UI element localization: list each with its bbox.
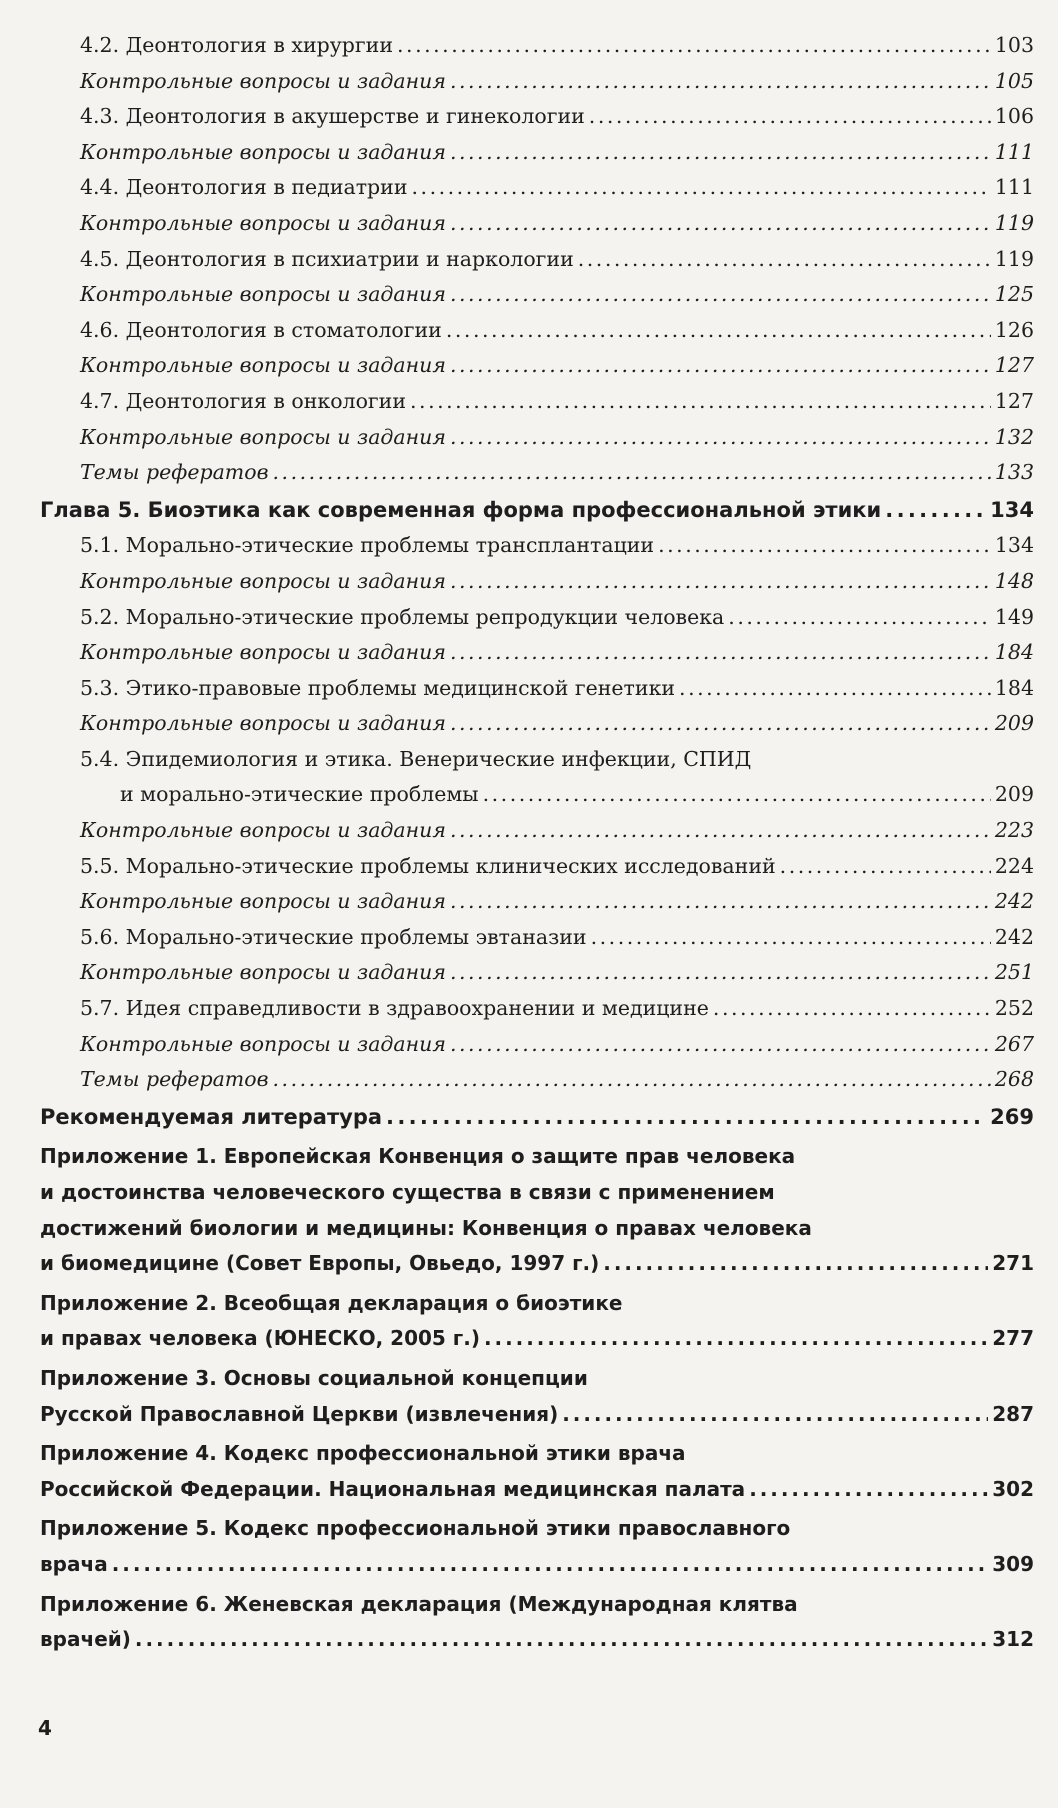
- dot-leader: [658, 528, 991, 564]
- toc-appendix-5[interactable]: [40, 1511, 1034, 1582]
- appendix-title-line: Приложение 5. Кодекс профессиональной этики православного: [40, 1516, 791, 1541]
- page-ref: 125: [994, 282, 1034, 307]
- dot-leader: [603, 1246, 988, 1282]
- dot-leader: [450, 206, 991, 242]
- appendix-title-line: и достоинства человеческого существа в связи с применением: [40, 1180, 775, 1204]
- toc-section[interactable]: [40, 242, 1034, 278]
- dot-leader: [410, 384, 991, 420]
- toc-chapter-5[interactable]: [40, 493, 1034, 529]
- page-ref: 302: [992, 1476, 1034, 1501]
- toc-questions[interactable]: [40, 564, 1034, 600]
- entry-title: 5.6. Морально-этические проблемы эвтаназии: [80, 924, 587, 949]
- entry-title: Контрольные вопросы и задания: [80, 282, 446, 307]
- dot-leader: [484, 1321, 988, 1357]
- entry-title: Контрольные вопросы и задания: [80, 818, 446, 843]
- toc-questions[interactable]: [40, 420, 1034, 456]
- page-ref: 134: [994, 533, 1034, 558]
- dot-leader: [450, 955, 991, 991]
- entry-title: 4.6. Деонтология в стоматологии: [80, 317, 442, 342]
- dot-leader: [273, 1062, 991, 1098]
- toc-section[interactable]: [40, 99, 1034, 135]
- entry-title: Контрольные вопросы и задания: [80, 139, 446, 164]
- dot-leader: [450, 277, 991, 313]
- toc-section[interactable]: [40, 528, 1034, 564]
- toc-section[interactable]: [40, 991, 1034, 1027]
- toc-questions[interactable]: [40, 348, 1034, 384]
- page-ref: 224: [994, 853, 1034, 878]
- entry-title: Контрольные вопросы и задания: [80, 210, 446, 235]
- appendix-title-line: Приложение 4. Кодекс профессиональной этики врача: [40, 1441, 686, 1466]
- toc-section[interactable]: [40, 920, 1034, 956]
- dot-leader: [450, 635, 991, 671]
- dot-leader: [386, 1100, 986, 1136]
- page-ref: 287: [992, 1401, 1034, 1426]
- dot-leader: [135, 1622, 988, 1658]
- appendix-title-last: и правах человека (ЮНЕСКО, 2005 г.): [40, 1326, 480, 1351]
- appendix-title-line: Приложение 3. Основы социальной концепции: [40, 1365, 588, 1390]
- page-ref: 209: [994, 782, 1034, 807]
- toc-questions[interactable]: [40, 206, 1034, 242]
- section-title-line1: 5.4. Эпидемиология и этика. Венерические инфекции, СПИД: [80, 746, 752, 771]
- toc-questions[interactable]: [40, 277, 1034, 313]
- page-ref: 127: [994, 353, 1034, 378]
- page-ref: 132: [994, 424, 1034, 449]
- toc-questions[interactable]: [40, 884, 1034, 920]
- toc-appendix-6[interactable]: [40, 1587, 1034, 1658]
- dot-leader: [397, 28, 991, 64]
- toc-section[interactable]: [40, 600, 1034, 636]
- toc-questions[interactable]: [40, 135, 1034, 171]
- page-ref: 209: [994, 711, 1034, 736]
- page-ref: 133: [994, 460, 1034, 485]
- dot-leader: [450, 564, 991, 600]
- appendix-title-line: Приложение 1. Европейская Конвенция о защите прав человека: [40, 1144, 796, 1169]
- entry-title: 4.5. Деонтология в психиатрии и наркологии: [80, 246, 574, 271]
- toc-section-5-4[interactable]: [40, 742, 1034, 813]
- dot-leader: [112, 1547, 989, 1583]
- page-ref: 103: [994, 33, 1034, 57]
- dot-leader: [450, 884, 991, 920]
- page-ref: 312: [992, 1627, 1034, 1652]
- page-ref: 271: [992, 1251, 1034, 1276]
- entry-title: 4.3. Деонтология в акушерстве и гинекологии: [80, 104, 585, 129]
- page-ref: 119: [994, 246, 1034, 271]
- entry-title: Контрольные вопросы и задания: [80, 640, 446, 665]
- toc-appendix-3[interactable]: [40, 1361, 1034, 1432]
- page-ref: 126: [994, 317, 1034, 342]
- appendix-title-line: Приложение 6. Женевская декларация (Международная клятва: [40, 1591, 798, 1616]
- toc-chapter4-entries: [40, 28, 1034, 491]
- dot-leader: [450, 813, 991, 849]
- dot-leader: [728, 600, 991, 636]
- appendix-title-last: Российской Федерации. Национальная медицинская палата: [40, 1476, 746, 1501]
- toc-section[interactable]: [40, 170, 1034, 206]
- entry-title: Контрольные вопросы и задания: [80, 424, 446, 449]
- page-ref: 309: [992, 1551, 1034, 1576]
- page-ref: 106: [994, 104, 1034, 129]
- entry-title: 5.1. Морально-этические проблемы трансплантации: [80, 533, 655, 558]
- toc-questions[interactable]: [40, 455, 1034, 491]
- page-ref: 268: [994, 1067, 1034, 1092]
- dot-leader: [450, 420, 991, 456]
- dot-leader: [450, 64, 991, 100]
- page-ref: 148: [994, 568, 1034, 593]
- entry-title: Контрольные вопросы и задания: [80, 568, 446, 593]
- entry-title: Темы рефератов: [80, 460, 269, 485]
- dot-leader: [450, 348, 991, 384]
- dot-leader: [450, 135, 991, 171]
- dot-leader: [412, 170, 991, 206]
- entry-title: 4.4. Деонтология в педиатрии: [80, 175, 408, 200]
- dot-leader: [578, 242, 991, 278]
- toc-questions[interactable]: [40, 1062, 1034, 1098]
- appendix-title-line: достижений биологии и медицины: Конвенция о правах человека: [40, 1215, 812, 1240]
- entry-title: Контрольные вопросы и задания: [80, 1031, 446, 1056]
- entry-title: 4.2. Деонтология в хирургии: [80, 33, 393, 57]
- dot-leader: [483, 777, 991, 813]
- dot-leader: [713, 991, 991, 1027]
- page-ref: 134: [990, 497, 1034, 522]
- entry-title: 5.3. Этико-правовые проблемы медицинской генетики: [80, 675, 676, 700]
- dot-leader: [450, 1027, 991, 1063]
- dot-leader: [446, 313, 991, 349]
- page-ref: 242: [994, 889, 1034, 914]
- dot-leader: [679, 671, 991, 707]
- chapter-title: Глава 5. Биоэтика как современная форма профессиональной этики: [40, 497, 882, 522]
- toc-questions[interactable]: [40, 706, 1034, 742]
- entry-title: 4.7. Деонтология в онкологии: [80, 388, 406, 413]
- dot-leader: [749, 1472, 988, 1508]
- page-ref: 119: [994, 210, 1034, 235]
- dot-leader: [450, 706, 991, 742]
- table-of-contents: [40, 28, 1034, 1658]
- page-ref: 251: [994, 960, 1034, 985]
- dot-leader: [780, 849, 991, 885]
- appendix-title-last: врачей): [40, 1627, 131, 1652]
- toc-appendix-1[interactable]: [40, 1139, 1034, 1281]
- page-ref: 252: [994, 996, 1034, 1021]
- toc-section[interactable]: [40, 28, 1034, 64]
- entry-title: 5.7. Идея справедливости в здравоохранении и медицине: [80, 996, 709, 1021]
- entry-title: Контрольные вопросы и задания: [80, 889, 446, 914]
- entry-title: 5.2. Морально-этические проблемы репродукции человека: [80, 604, 725, 629]
- appendix-title-last: врача: [40, 1551, 108, 1576]
- page-number: 4: [38, 1716, 52, 1740]
- toc-section[interactable]: [40, 849, 1034, 885]
- appendix-title-last: и биомедицине (Совет Европы, Овьедо, 1997 г.): [40, 1251, 600, 1276]
- section-title-line2: и морально-этические проблемы: [120, 782, 479, 807]
- page-ref: 184: [994, 640, 1034, 665]
- toc-appendices: [40, 1139, 1034, 1657]
- appendix-title-last: Русской Православной Церкви (извлечения): [40, 1401, 559, 1426]
- toc-questions[interactable]: [40, 1027, 1034, 1063]
- toc-literature[interactable]: [40, 1100, 1034, 1136]
- toc-appendix-4[interactable]: [40, 1436, 1034, 1507]
- entry-title: 5.5. Морально-этические проблемы клинических исследований: [80, 853, 776, 878]
- entry-title: Контрольные вопросы и задания: [80, 960, 446, 985]
- page-ref: 111: [994, 175, 1034, 200]
- page-ref: 242: [994, 924, 1034, 949]
- dot-leader: [562, 1397, 988, 1433]
- page-ref: 149: [994, 604, 1034, 629]
- dot-leader: [591, 920, 991, 956]
- entry-title: Контрольные вопросы и задания: [80, 711, 446, 736]
- toc-section[interactable]: [40, 313, 1034, 349]
- entry-title: Контрольные вопросы и задания: [80, 353, 446, 378]
- literature-title: Рекомендуемая литература: [40, 1104, 383, 1129]
- toc-questions[interactable]: [40, 813, 1034, 849]
- dot-leader: [589, 99, 991, 135]
- entry-title: Темы рефератов: [80, 1067, 269, 1092]
- toc-section[interactable]: [40, 671, 1034, 707]
- page-ref: 223: [994, 818, 1034, 843]
- toc-chapter5-entries-b: [40, 813, 1034, 1098]
- page-ref: 127: [994, 388, 1034, 413]
- page-ref: 184: [994, 675, 1034, 700]
- toc-chapter5-entries-a: [40, 528, 1034, 742]
- toc-appendix-2[interactable]: [40, 1286, 1034, 1357]
- toc-section[interactable]: [40, 384, 1034, 420]
- page-ref: 111: [994, 139, 1034, 164]
- dot-leader: [273, 455, 991, 491]
- page-ref: 277: [992, 1326, 1034, 1351]
- entry-title: Контрольные вопросы и задания: [80, 68, 446, 93]
- page-ref: 269: [990, 1104, 1034, 1129]
- toc-questions[interactable]: [40, 955, 1034, 991]
- toc-questions[interactable]: [40, 64, 1034, 100]
- toc-questions[interactable]: [40, 635, 1034, 671]
- page-ref: 267: [994, 1031, 1034, 1056]
- appendix-title-line: Приложение 2. Всеобщая декларация о биоэтике: [40, 1290, 623, 1315]
- dot-leader: [885, 493, 986, 529]
- page-ref: 105: [994, 68, 1034, 93]
